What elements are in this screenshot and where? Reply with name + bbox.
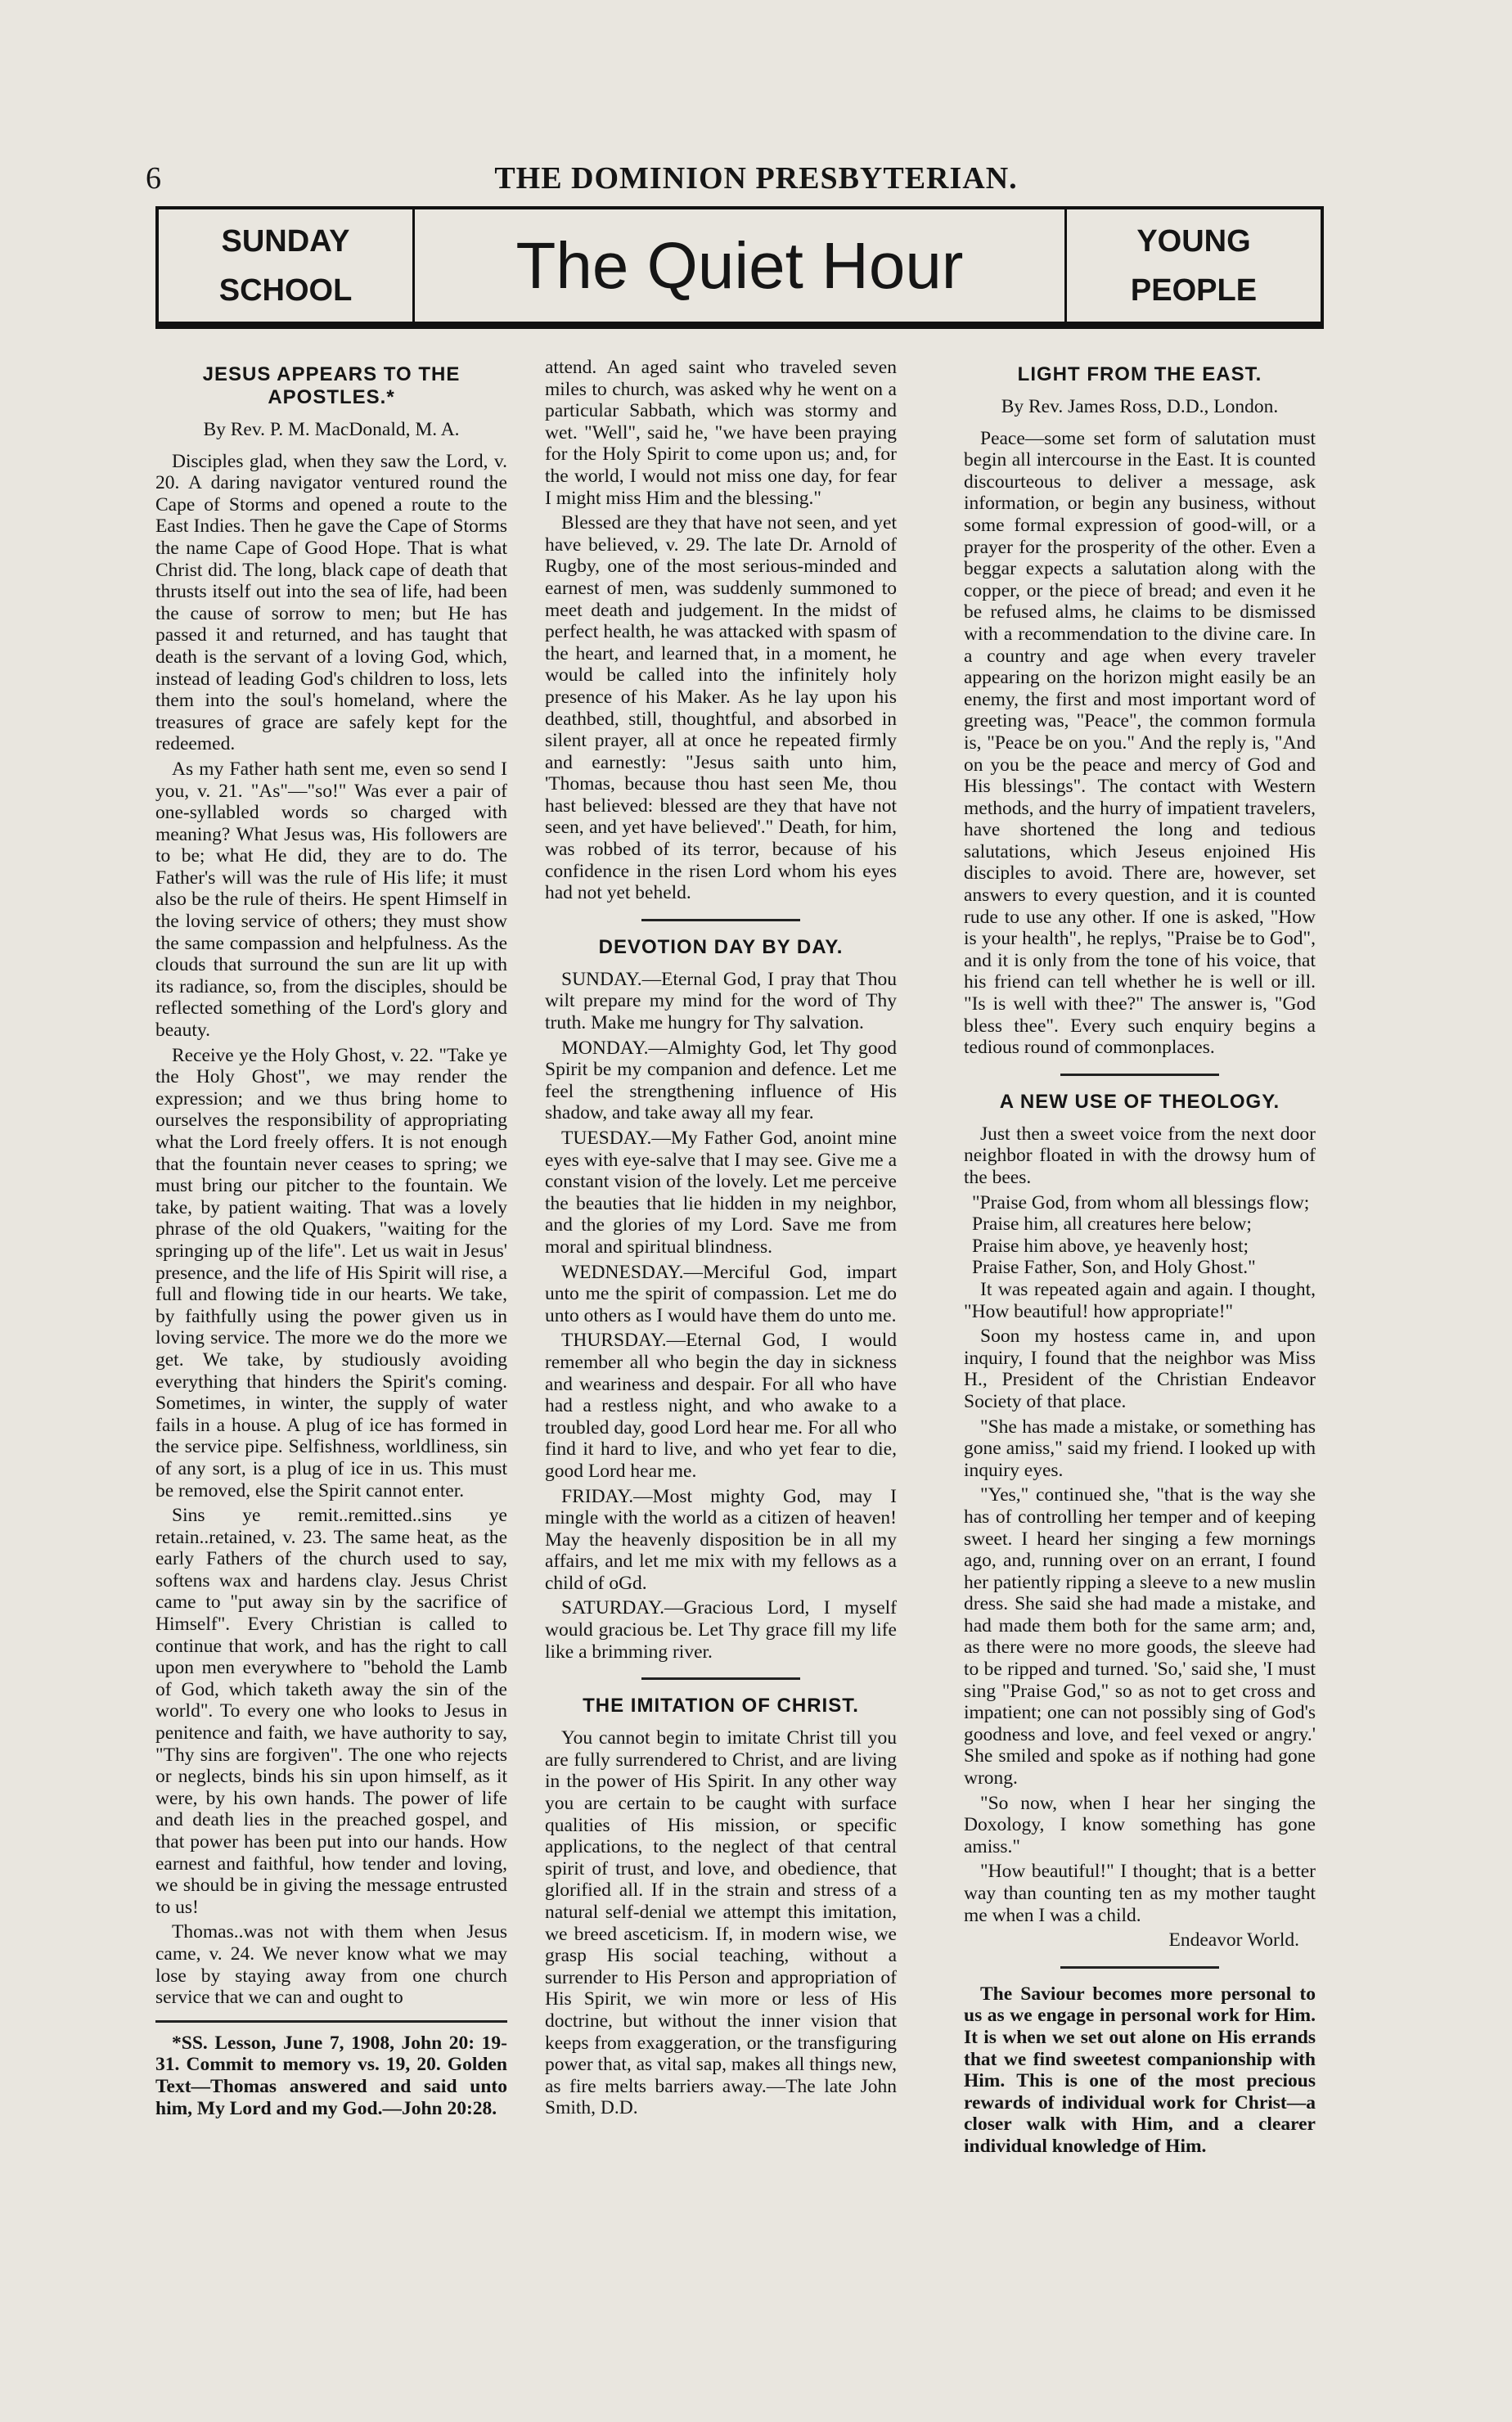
theology-paragraph: It was repeated again and again. I thought, "How beautiful! how appropriate!" (964, 1278, 1316, 1322)
light-paragraph: Peace—some set form of salutation must begin all intercourse in the East. It is counted discourteous to deliver a message, ask information, or begin any business, without some formal expression of good-will, or a prayer for the prosperity of the other. Even a beggar expects a salutation along with the copper, or the piece of bread; and even it he be refused alms, he claims to be dismissed with a recommendation to the divine care. In a country and age when every traveler appearing on the horizon might easily be an enemy, the first and most important word of greeting was, "Peace", the common formula is, "Peace be on you." And the reply is, "And on you be the peace and mercy of God and His blessings". The contact with Western methods, and the hurry of impatient travelers, have shortened the long and tedious salutations, which Jeseus enjoined His disciples to avoid. There are, however, set answers to every question, and it is counted rude to use any other. If one is asked, "How is your health", he replys, "Praise be to God", and it is only from the tone of his voice, that his friend can tell whether he is well or ill. "Is is well with thee?" The answer is, "God bless thee". Every such enquiry begins a tedious round of commonplaces. (964, 427, 1316, 1059)
banner-left-box (159, 209, 415, 322)
devotion-entry: MONDAY.—Almighty God, let Thy good Spirit be my companion and defence. Let me feel the strengthening influence of His shadow, and take away all my fear. (545, 1037, 897, 1124)
footnote-text: *SS. Lesson, June 7, 1908, John 20: 19-31. Commit to memory vs. 19, 20. Golden Text—Thomas answered and said unto him, My Lord and my God.—John 20:28. (155, 2032, 507, 2119)
theology-paragraph: "Yes," continued she, "that is the way she has of controlling her temper and of keeping sweet. I heard her singing a few mornings ago, and, running over on an errant, I found her patiently ripping a sleeve to a new muslin dress. She said she had made a mistake, and had made them both for the same arm; and, as there were no more goods, the sleeve had to be ripped and turned. 'So,' said she, 'I must sing "Praise God," so as not to get cross and impatient; one can not possibly sing of God's goodness and love, and feel vexed or angry.' She smiled and spoke as if nothing had gone wrong. (964, 1484, 1316, 1789)
imitation-paragraph: You cannot begin to imitate Christ till you are fully surrendered to Christ, and are living in the power of His Spirit. In any other way you are certain to be caught with surface qualities of His mission, or specific applications, to the neglect of that central spirit of trust, and love, and obedience, that glorified all. If in the strain and stress of a natural self-denial we attempt this imitation, we breed asceticism. If, in modern wise, we grasp His social teaching, without a surrender to His Person and appropriation of His Spirit, we win more or less of His doctrine, but without the inner vision that keeps from exaggeration, or the transfiguring power that, as vital sap, makes all things new, as fire melts barriers away.—The late John Smith, D.D. (545, 1727, 897, 2119)
article-paragraph: Disciples glad, when they saw the Lord, v. 20. A daring navigator ventured round the Cape of Storms and opened a route to the East Indies. Then he gave the Cape of Storms the name Cape of Good Hope. That is what Christ did. The long, black cape of death that thrusts itself out into the sea of life, had been the cause of sorrow to men; but He has passed it and returned, and has taught that death is the servant of a loving God, which, instead of leading God's children to loss, lets them into the soul's homeland, where the treasures of grace are safely kept for the redeemed. (155, 450, 507, 755)
imitation-heading: THE IMITATION OF CHRIST. (583, 1695, 859, 1717)
hymn-line: Praise Father, Son, and Holy Ghost." (972, 1257, 1256, 1279)
hymn-line: Praise him, all creatures here below; (972, 1213, 1252, 1236)
masthead: THE DOMINION PRESBYTERIAN. (494, 161, 1018, 196)
hymn-line: Praise him above, ye heavenly host; (972, 1235, 1249, 1257)
light-byline: By Rev. James Ross, D.D., London. (1001, 396, 1279, 417)
page-number: 6 (146, 161, 161, 196)
theology-paragraph: "So now, when I hear her singing the Doxology, I know something has gone amiss." (964, 1792, 1316, 1857)
column-3 (964, 357, 1316, 2161)
column-2 (545, 357, 897, 2123)
theology-paragraph: "How beautiful!" I thought; that is a better way than counting ten as my mother taught me when I was a child. (964, 1861, 1316, 1926)
banner-left-line1: SUNDAY (221, 223, 350, 259)
section-divider (1060, 1966, 1219, 1969)
article-byline: By Rev. P. M. MacDonald, M. A. (203, 419, 460, 440)
theology-intro: Just then a sweet voice from the next door neighbor floated in with the drowsy hum of the bees. (964, 1123, 1316, 1188)
section-divider (641, 919, 800, 921)
banner-right-line1: YOUNG (1136, 223, 1251, 259)
article-paragraph: Thomas..was not with them when Jesus came, v. 24. We never know what we may lose by staying away from one church service that we can and ought to (155, 1921, 507, 2009)
article-paragraph: attend. An aged saint who traveled seven miles to church, was asked why he went on a particular Sabbath, which was stormy and wet. "Well", said he, "we have been praying for the Holy Spirit to come upon us; and, for the world, I would not miss one day, for fear I might miss Him and the blessing." (545, 357, 897, 509)
article-paragraph: Receive ye the Holy Ghost, v. 22. "Take ye the Holy Ghost", we may render the expression; and we thus bring home to ourselves the responsibility of appropriating what the Lord freely offers. It is not enough that the fountain never ceases to spring; we must bring our pitcher to the fountain. We take, by patient waiting. That was a lovely phrase of the old Quakers, "waiting for the springing up of the life". Let us wait in Jesus' presence, and the life of His Spirit will rise, a full and flowing tide in our hearts. We take, by faithfully using the power given us in loving service. The more we do the more we get. We take, by studiously avoiding everything that hinders the Spirit's coming. Sometimes, in winter, the supply of water fails in a house. A plug of ice has formed in the service pipe. Selfishness, worldliness, sin of any sort, is a plug of ice in us. This must be removed, else the Spirit cannot enter. (155, 1044, 507, 1501)
closing-paragraph: The Saviour becomes more personal to us as we engage in personal work for Him. It is when we set out alone on His errands that we find sweetest companionship with Him. This is one of the most precious rewards of individual work for Christ—a closer walk with Him, and a clearer individual knowledge of Him. (964, 1983, 1316, 2157)
devotion-entry: SATURDAY.—Gracious Lord, I myself would gracious be. Let Thy grace fill my life like a brimming river. (545, 1597, 897, 1663)
banner-right-line2: PEOPLE (1130, 272, 1258, 308)
article-paragraph: As my Father hath sent me, even so send I you, v. 21. "As"—"so!" Was ever a pair of one-syllabled words so charged with meaning? What Jesus was, His followers are to be; what He did, they are to do. The Father's will was the rule of His life; it must also be the rule of theirs. He spent Himself in the loving service of others; they must show the same compassion and helpfulness. As the clouds that surround the sun are lit up with its radiance, so, from the disciples, should be reflected something of the Lord's glory and beauty. (155, 758, 507, 1042)
devotion-entry: SUNDAY.—Eternal God, I pray that Thou wilt prepare my mind for the word of Thy truth. Make me hungry for Thy salvation. (545, 968, 897, 1034)
article-heading: JESUS APPEARS TO THE APOSTLES.* (202, 363, 461, 408)
light-heading: LIGHT FROM THE EAST. (1017, 363, 1262, 385)
banner-left-line2: SCHOOL (218, 272, 353, 308)
banner-title: The Quiet Hour (515, 228, 964, 302)
banner-right-box (1064, 209, 1321, 322)
hymn-line: "Praise God, from whom all blessings flow; (972, 1191, 1310, 1213)
theology-paragraph: "She has made a mistake, or something has gone amiss," said my friend. I looked up with inquiry eyes. (964, 1416, 1316, 1481)
article-paragraph: Sins ye remit..remitted..sins ye retain..retained, v. 23. The same heat, as the early Fathers of the church used to say, softens wax and hardens clay. Jesus Christ came to "put away sin by the sacrifice of Himself". Every Christian is called to continue that work, and has the right to call upon men everywhere to "behold the Lamb of God, which taketh away the sin of the world". To every one who looks to Jesus in penitence and faith, we have authority to say, "Thy sins are forgiven". The one who rejects or neglects, binds his sin upon himself, as it were, by his own hands. The power of life and death lies in the preached gospel, and that power has been put into our hands. How earnest and faithful, how tender and loving, we should be in giving the message entrusted to us! (155, 1505, 507, 1918)
section-divider (641, 1677, 800, 1680)
section-divider (1060, 1074, 1219, 1076)
article-paragraph: Blessed are they that have not seen, and yet have believed, v. 29. The late Dr. Arnold of Rugby, one of the most serious-minded and earnest of men, was suddenly summoned to meet death and judgement. In the midst of perfect health, he was attacked with spasm of the heart, and learned that, in a moment, he would be called into the infinitely holy presence of his Maker. As he lay upon his deathbed, still, thoughtful, and absorbed in silent prayer, all at once he repeated firmly and earnestly: "Jesus saith unto him, 'Thomas, because thou hast seen Me, thou hast believed: blessed are they that have not seen, and yet have believed'." Death, for him, was robbed of its terror, because of his confidence in the risen Lord whom his eyes had not yet beheld. (545, 512, 897, 904)
theology-source: Endeavor World. (1168, 1929, 1299, 1952)
devotion-entry: TUESDAY.—My Father God, anoint mine eyes with eye-salve that I may see. Give me a constant vision of the lovely. Let me perceive the beauties that lie hidden in my neighbor, and the glories of my Lord. Save me from moral and spiritual blindness. (545, 1128, 897, 1258)
devotion-entry: FRIDAY.—Most mighty God, may I mingle with the world as a citizen of heaven! May the heavenly disposition be in all my affairs, and let me mix with my fellows as a child of oGd. (545, 1485, 897, 1594)
devotion-entry: THURSDAY.—Eternal God, I would remember all who begin the day in sickness and weariness and despair. For all who have had a restless night, and who awake to a troubled day, good Lord hear me. For all who find it hard to live, and who yet fear to die, good Lord hear me. (545, 1330, 897, 1482)
section-banner (155, 206, 1324, 329)
theology-paragraph: Soon my hostess came in, and upon inquiry, I found that the neighbor was Miss H., President of the Christian Endeavor Society of that place. (964, 1326, 1316, 1412)
devotion-heading: DEVOTION DAY BY DAY. (598, 935, 844, 958)
devotion-entry: WEDNESDAY.—Merciful God, impart unto me the spirit of compassion. Let me do unto others as I would have them do unto me. (545, 1261, 897, 1326)
column-1 (155, 357, 507, 2123)
lesson-footnote (155, 2020, 507, 2119)
theology-heading: A NEW USE OF THEOLOGY. (999, 1090, 1280, 1113)
